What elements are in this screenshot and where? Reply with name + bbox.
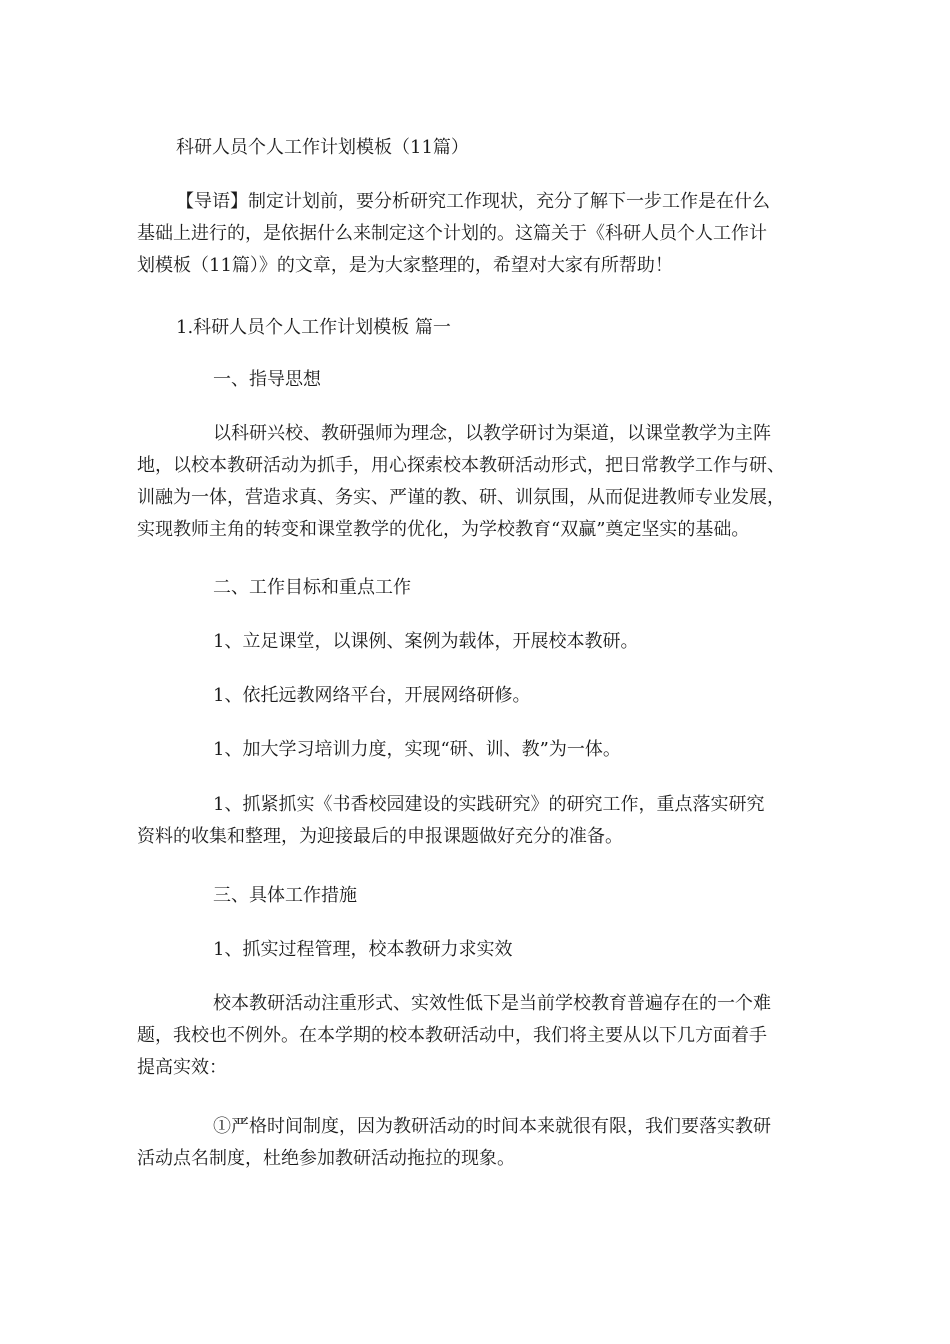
document-title: 科研人员个人工作计划模板（11篇） [176, 137, 469, 158]
heading-guiding-thought: 一、指导思想 [213, 369, 321, 390]
paragraph-line: 校本教研活动注重形式、实效性低下是当前学校教育普遍存在的一个难 [213, 993, 771, 1014]
measure-item: 1、抓实过程管理，校本教研力求实效 [213, 939, 513, 960]
intro-line: 【导语】制定计划前，要分析研究工作现状，充分了解下一步工作是在什么 [176, 191, 770, 212]
intro-line: 划模板（11篇）》的文章，是为大家整理的，希望对大家有所帮助！ [137, 255, 673, 276]
measure-paragraph [137, 988, 771, 1084]
intro-line: 基础上进行的，是依据什么来制定这个计划的。这篇关于《科研人员个人工作计 [137, 223, 767, 244]
paragraph-line: 训融为一体，营造求真、务实、严谨的教、研、训氛围，从而促进教师专业发展， [137, 487, 785, 508]
paragraph-line: 资料的收集和整理，为迎接最后的申报课题做好充分的准备。 [137, 826, 623, 847]
goal-item [137, 789, 765, 853]
paragraph-line: ①严格时间制度，因为教研活动的时间本来就很有限，我们要落实教研 [213, 1116, 771, 1137]
paragraph-line: 题，我校也不例外。在本学期的校本教研活动中，我们将主要从以下几方面着手 [137, 1025, 767, 1046]
goal-item: 1、依托远教网络平台，开展网络研修。 [213, 685, 531, 706]
heading-goals: 二、工作目标和重点工作 [213, 577, 411, 598]
paragraph-line: 1、抓紧抓实《书香校园建设的实践研究》的研究工作，重点落实研究 [213, 794, 765, 815]
guiding-paragraph [137, 418, 785, 546]
measure-paragraph [137, 1111, 771, 1175]
heading-measures: 三、具体工作措施 [213, 885, 357, 906]
paragraph-line: 地，以校本教研活动为抓手，用心探索校本教研活动形式，把日常教学工作与研、 [137, 455, 785, 476]
paragraph-line: 实现教师主角的转变和课堂教学的优化，为学校教育“双赢”奠定坚实的基础。 [137, 519, 750, 540]
paragraph-line: 提高实效： [137, 1057, 227, 1078]
paragraph-line: 以科研兴校、教研强师为理念，以教学研讨为渠道，以课堂教学为主阵 [213, 423, 771, 444]
paragraph-line: 活动点名制度，杜绝参加教研活动拖拉的现象。 [137, 1148, 515, 1169]
intro-paragraph [137, 186, 770, 282]
goal-item: 1、立足课堂，以课例、案例为载体，开展校本教研。 [213, 631, 639, 652]
section-title: 1.科研人员个人工作计划模板 篇一 [176, 317, 451, 338]
goal-item: 1、加大学习培训力度，实现“研、训、教”为一体。 [213, 739, 621, 760]
